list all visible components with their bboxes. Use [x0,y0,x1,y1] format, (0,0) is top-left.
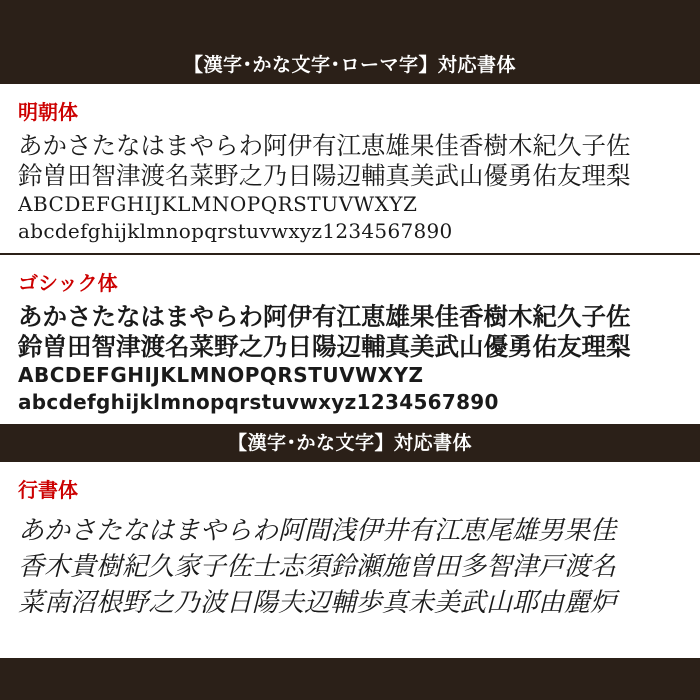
sample-line-gothic-latin-lower: abcdefghijklmnopqrstuvwxyz1234567890 [18,390,499,414]
bottom-band [0,658,700,700]
sample-line-mincho-latin-upper: ABCDEFGHIJKLMNOPQRSTUVWXYZ [18,192,418,216]
sample-line-gyosho-3: 菜南沼根野之乃波日陽夫辺輔歩真未美武山耶由麗炉 [18,588,617,618]
style-name-gothic: ゴシック体 [18,271,118,295]
style-name-gyosho: 行書体 [18,478,78,502]
style-name-mincho: 明朝体 [18,100,78,124]
sample-line-mincho-jp-1: あかさたなはまやらわ阿伊有江恵雄果佳香樹木紀久子佐 [18,131,631,160]
sample-line-gyosho-1: あかさたなはまやらわ阿間浅伊井有江恵尾雄男果佳 [18,516,617,546]
sample-line-gyosho-2: 香木貴樹紀久家子佐士志須鈴瀬施曽田多智津戸渡名 [18,552,617,582]
section-header-kanji-kana-roman: 【漢字･かな文字･ローマ字】対応書体 [0,46,700,84]
section-header-kanji-kana: 【漢字･かな文字】対応書体 [0,424,700,462]
content-area [0,46,700,658]
sample-line-mincho-jp-2: 鈴曽田智津渡名菜野之乃日陽辺輔真美武山優勇佑友理梨 [18,161,631,190]
style-block-gothic [0,253,700,424]
sample-line-gothic-latin-upper: ABCDEFGHIJKLMNOPQRSTUVWXYZ [18,363,424,387]
sample-line-mincho-latin-lower: abcdefghijklmnopqrstuvwxyz1234567890 [18,219,453,243]
sample-line-gothic-jp-2: 鈴曽田智津渡名菜野之乃日陽辺輔真美武山優勇佑友理梨 [18,332,631,361]
sample-line-gothic-jp-1: あかさたなはまやらわ阿伊有江恵雄果佳香樹木紀久子佐 [18,302,631,331]
top-band [0,0,700,46]
style-block-mincho [0,84,700,253]
style-block-gyosho [0,462,700,629]
